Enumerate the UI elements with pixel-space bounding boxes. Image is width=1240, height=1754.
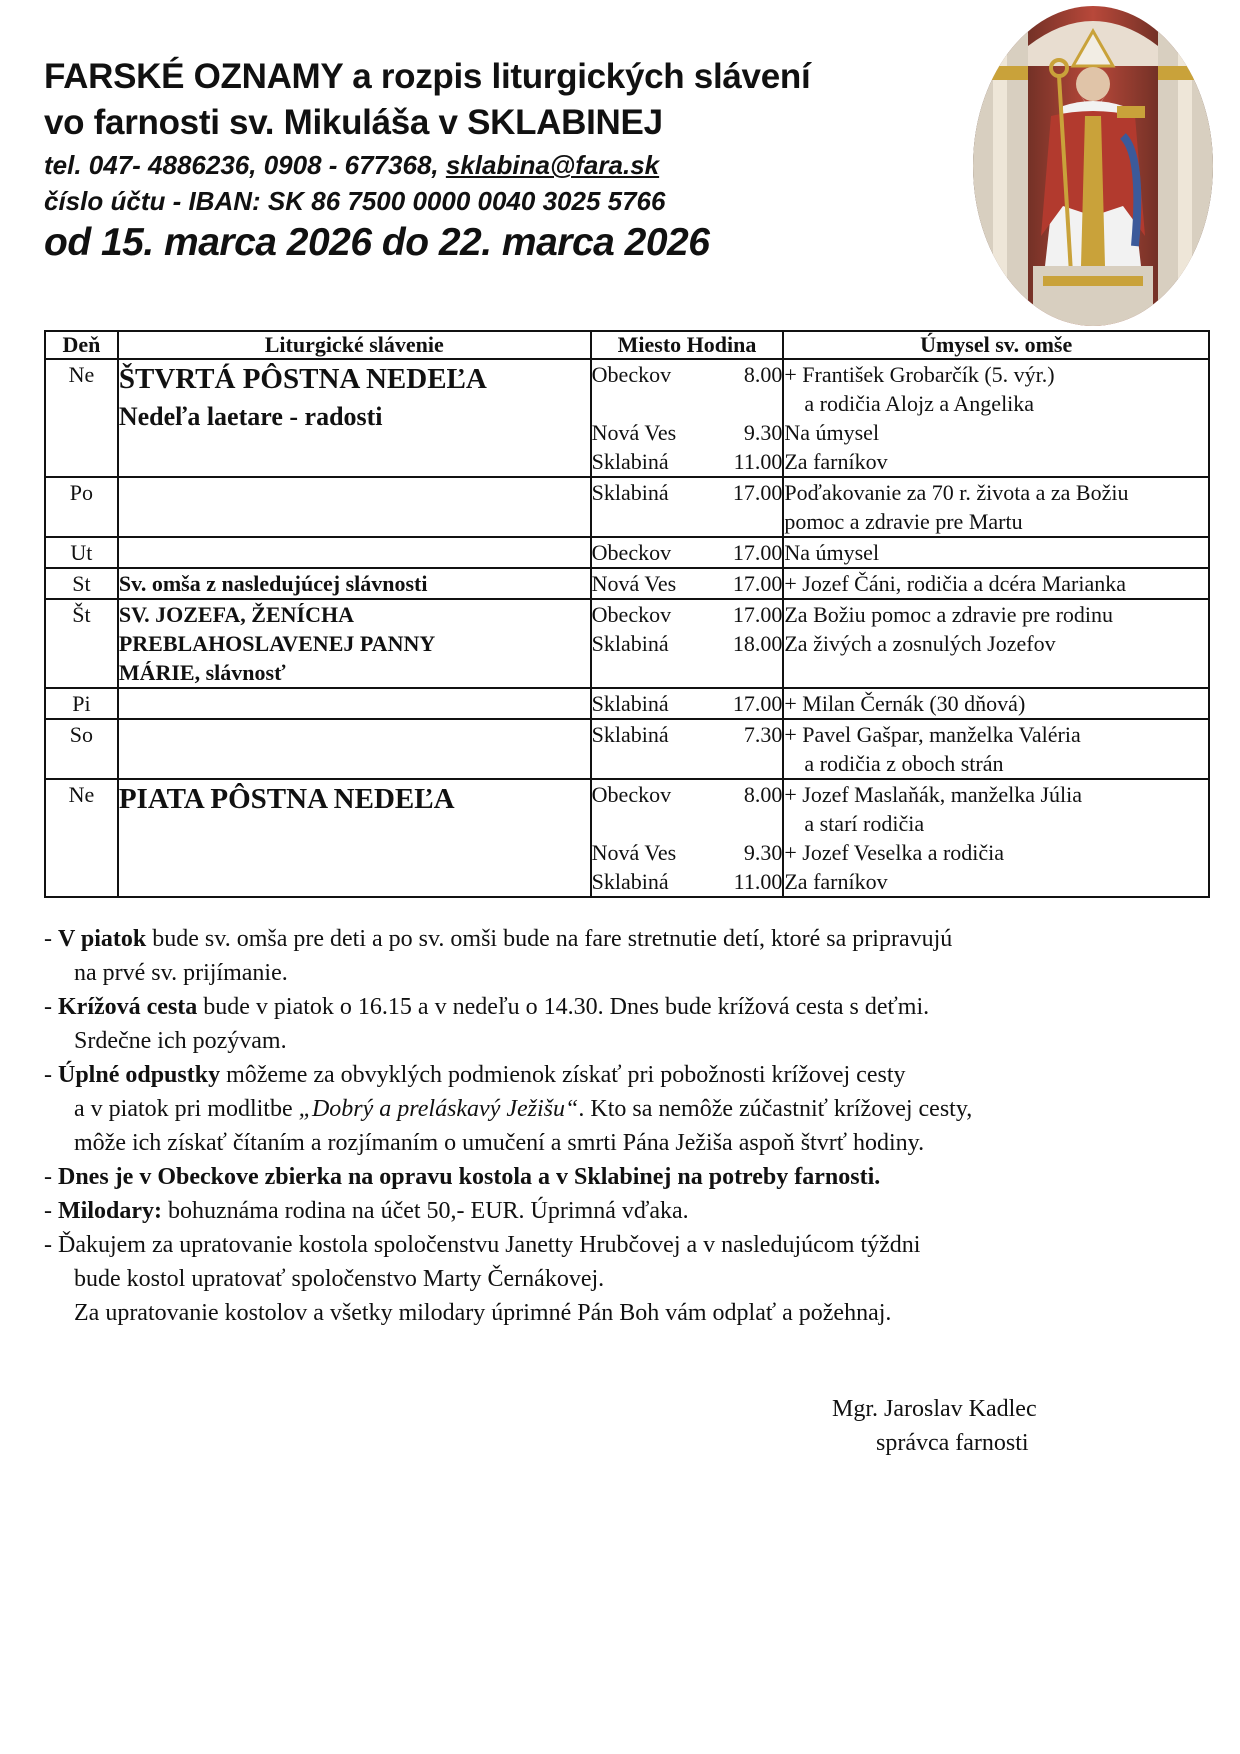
- mass-place-time: [592, 447, 783, 476]
- mass-intention-continued: a starí rodičia: [804, 811, 925, 836]
- liturgy-cell: [118, 688, 591, 719]
- mass-place: Sklabiná: [591, 449, 669, 474]
- announcement-item: - Krížová cesta bude v piatok o 16.15 a v nedeľu o 14.30. Dnes bude krížová cesta s deťmi. Srdečne ich pozývam.: [44, 994, 930, 1054]
- place-time-cell: [591, 568, 784, 599]
- place-time-cell: [591, 599, 784, 688]
- day-cell: Ne: [45, 779, 118, 897]
- liturgy-cell: [118, 599, 591, 688]
- liturgy-cell: [118, 359, 591, 477]
- mass-time: 17.00: [732, 602, 783, 627]
- mass-place-time: [592, 478, 783, 507]
- mass-time: 18.00: [732, 631, 783, 656]
- announcement-item: - Dnes je v Obeckove zbierka na opravu kostola a v Sklabinej na potreby farnosti.: [44, 1164, 881, 1190]
- mass-place: Nová Ves: [591, 571, 677, 596]
- mass-place: Obeckov: [591, 782, 672, 807]
- announcement-bold: V piatok: [58, 926, 147, 952]
- intention-cell: [783, 599, 1209, 688]
- liturgy-schedule-table: [44, 330, 1210, 898]
- table-row: [45, 537, 1209, 568]
- header-liturgy: Liturgické slávenie: [118, 331, 591, 359]
- table-row: [45, 568, 1209, 599]
- mass-place: Nová Ves: [591, 840, 677, 865]
- signature-name: Mgr. Jaroslav Kadlec: [832, 1396, 1037, 1422]
- mass-time: 9.30: [743, 420, 783, 445]
- mass-intention: Poďakovanie za 70 r. života a za Božiu: [784, 480, 1129, 505]
- mass-intention: Za farníkov: [784, 449, 888, 474]
- intention-cell: [783, 688, 1209, 719]
- mass-place-time: [592, 600, 783, 629]
- announcement-bold: Dnes je v Obeckove zbierka na opravu kostola a v Sklabinej na potreby farnosti.: [58, 1164, 881, 1190]
- mass-place-time: [592, 629, 783, 658]
- day-cell: St: [45, 568, 118, 599]
- mass-place-time: [592, 689, 783, 718]
- liturgy-subtitle: Nedeľa laetare - radosti: [118, 402, 383, 431]
- mass-place-time: [592, 720, 783, 749]
- mass-time: 7.30: [743, 722, 783, 747]
- mass-place-time: [592, 569, 783, 598]
- day-cell: Po: [45, 477, 118, 537]
- mass-place: Nová Ves: [591, 420, 677, 445]
- title-line-1: FARSKÉ OZNAMY a rozpis liturgických slávení: [44, 57, 811, 96]
- table-header-row: [45, 331, 1209, 359]
- liturgy-title: ŠTVRTÁ PÔSTNA NEDEĽA: [118, 363, 487, 395]
- announcement-bold: Úplné odpustky: [58, 1062, 221, 1088]
- intention-cell: [783, 568, 1209, 599]
- liturgy-title: PIATA PÔSTNA NEDEĽA: [118, 783, 455, 815]
- header-place-time: Miesto Hodina: [591, 331, 784, 359]
- day-cell: Št: [45, 599, 118, 688]
- mass-intention: + Pavel Gašpar, manželka Valéria: [784, 722, 1081, 747]
- mass-time: 8.00: [743, 782, 783, 807]
- mass-intention: + Jozef Maslaňák, manželka Júlia: [784, 782, 1083, 807]
- header: [44, 54, 944, 266]
- liturgy-title: PREBLAHOSLAVENEJ PANNY: [118, 631, 436, 656]
- mass-intention: Za živých a zosnulých Jozefov: [784, 631, 1056, 656]
- place-time-cell: [591, 779, 784, 897]
- iban-line: číslo účtu - IBAN: SK 86 7500 0000 0040 3025 5766: [44, 186, 666, 216]
- mass-intention-continued: a rodičia z oboch strán: [804, 751, 1004, 776]
- mass-time: 17.00: [732, 540, 783, 565]
- signature-role: správca farnosti: [876, 1430, 1029, 1456]
- day-cell: Ut: [45, 537, 118, 568]
- mass-place: Obeckov: [591, 540, 672, 565]
- place-time-cell: [591, 688, 784, 719]
- mass-place: Sklabiná: [591, 869, 669, 894]
- mass-time: 9.30: [743, 840, 783, 865]
- mass-place-time: [592, 538, 783, 567]
- place-time-cell: [591, 359, 784, 477]
- table-row: [45, 477, 1209, 537]
- announcement-item: - Milodary: bohuznáma rodina na účet 50,- EUR. Úprimná vďaka.: [44, 1198, 689, 1224]
- prayer-name: „Dobrý a preláskavý Ježišu“: [298, 1096, 579, 1122]
- day-cell: So: [45, 719, 118, 779]
- liturgy-cell: [118, 477, 591, 537]
- mass-time: 11.00: [733, 449, 783, 474]
- mass-place-time: [592, 418, 783, 447]
- day-cell: Pi: [45, 688, 118, 719]
- table-row: [45, 359, 1209, 477]
- announcement-item: - Úplné odpustky môžeme za obvyklých podmienok získať pri pobožnosti krížovej cesty a v piatok pri modlitbe „Dobrý a preláskavý Ježišu“. Kto sa nemôže zúčastniť krížovej cesty, môže ich získať čítaním a rozjímaním o umučení a smrti Pána Ježiša aspoň štvrť hodiny.: [44, 1062, 973, 1156]
- saint-nicholas-statue-image: [973, 6, 1213, 326]
- mass-place-time: [592, 780, 783, 809]
- mass-time: 8.00: [743, 362, 783, 387]
- mass-time: 17.00: [732, 691, 783, 716]
- day-cell: Ne: [45, 359, 118, 477]
- announcement-bold: Krížová cesta: [58, 994, 198, 1020]
- liturgy-title: Sv. omša z nasledujúcej slávnosti: [118, 571, 428, 596]
- table-row: [45, 779, 1209, 897]
- intention-cell: [783, 537, 1209, 568]
- liturgy-cell: [118, 719, 591, 779]
- mass-place: Obeckov: [591, 602, 672, 627]
- mass-intention: Za farníkov: [784, 869, 888, 894]
- announcement-item: - V piatok bude sv. omša pre deti a po sv. omši bude na fare stretnutie detí, ktoré sa pripravujú na prvé sv. prijímanie.: [44, 926, 953, 986]
- announcement-item: - Ďakujem za upratovanie kostola spoločenstvu Janetty Hrubčovej a v nasledujúcom týždni bude kostol upratovať spoločenstvo Marty Černákovej. Za upratovanie kostolov a všetky milodary úprimné Pán Boh vám odplať a požehnaj.: [44, 1232, 921, 1326]
- intention-cell: [783, 477, 1209, 537]
- mass-place-time: [592, 360, 783, 389]
- place-time-cell: [591, 477, 784, 537]
- place-time-cell: [591, 719, 784, 779]
- mass-place-time: [592, 838, 783, 867]
- liturgy-title: MÁRIE, slávnosť: [118, 660, 286, 685]
- mass-place: Sklabiná: [591, 722, 669, 747]
- mass-intention: + Milan Černák (30 dňová): [784, 691, 1026, 716]
- contact-line: [44, 148, 944, 182]
- mass-intention-continued: a rodičia Alojz a Angelika: [804, 391, 1035, 416]
- mass-place: Sklabiná: [591, 691, 669, 716]
- intention-cell: [783, 779, 1209, 897]
- phone-numbers: tel. 047- 4886236, 0908 - 677368,: [44, 150, 446, 180]
- mass-intention: + Jozef Čáni, rodičia a dcéra Marianka: [784, 571, 1126, 596]
- place-time-cell: [591, 537, 784, 568]
- mass-place: Sklabiná: [591, 480, 669, 505]
- mass-intention: Na úmysel: [784, 540, 880, 565]
- mass-time: 17.00: [732, 571, 783, 596]
- mass-time: 17.00: [732, 480, 783, 505]
- mass-place: Sklabiná: [591, 631, 669, 656]
- liturgy-cell: [118, 568, 591, 599]
- header-intention: Úmysel sv. omše: [783, 331, 1209, 359]
- table-row: [45, 688, 1209, 719]
- mass-place-time: [592, 867, 783, 896]
- date-range: od 15. marca 2026 do 22. marca 2026: [44, 221, 710, 264]
- mass-intention-continued: pomoc a zdravie pre Martu: [784, 509, 1023, 534]
- table-row: [45, 599, 1209, 688]
- title-line-2: vo farnosti sv. Mikuláša v SKLABINEJ: [44, 103, 663, 142]
- liturgy-cell: [118, 779, 591, 897]
- liturgy-cell: [118, 537, 591, 568]
- mass-time: 11.00: [733, 869, 783, 894]
- mass-intention: Na úmysel: [784, 420, 880, 445]
- table-row: [45, 719, 1209, 779]
- liturgy-title: SV. JOZEFA, ŽENÍCHA: [118, 602, 354, 627]
- mass-place: Obeckov: [591, 362, 672, 387]
- mass-intention: + Jozef Veselka a rodičia: [784, 840, 1005, 865]
- intention-cell: [783, 359, 1209, 477]
- signature: [832, 1392, 1037, 1460]
- announcements: [44, 922, 1204, 1330]
- announcement-bold: Milodary:: [58, 1198, 162, 1224]
- email-link[interactable]: sklabina@fara.sk: [445, 150, 660, 180]
- mass-intention: Za Božiu pomoc a zdravie pre rodinu: [784, 602, 1114, 627]
- intention-cell: [783, 719, 1209, 779]
- header-day: Deň: [45, 331, 118, 359]
- mass-intention: + František Grobarčík (5. výr.): [784, 362, 1055, 387]
